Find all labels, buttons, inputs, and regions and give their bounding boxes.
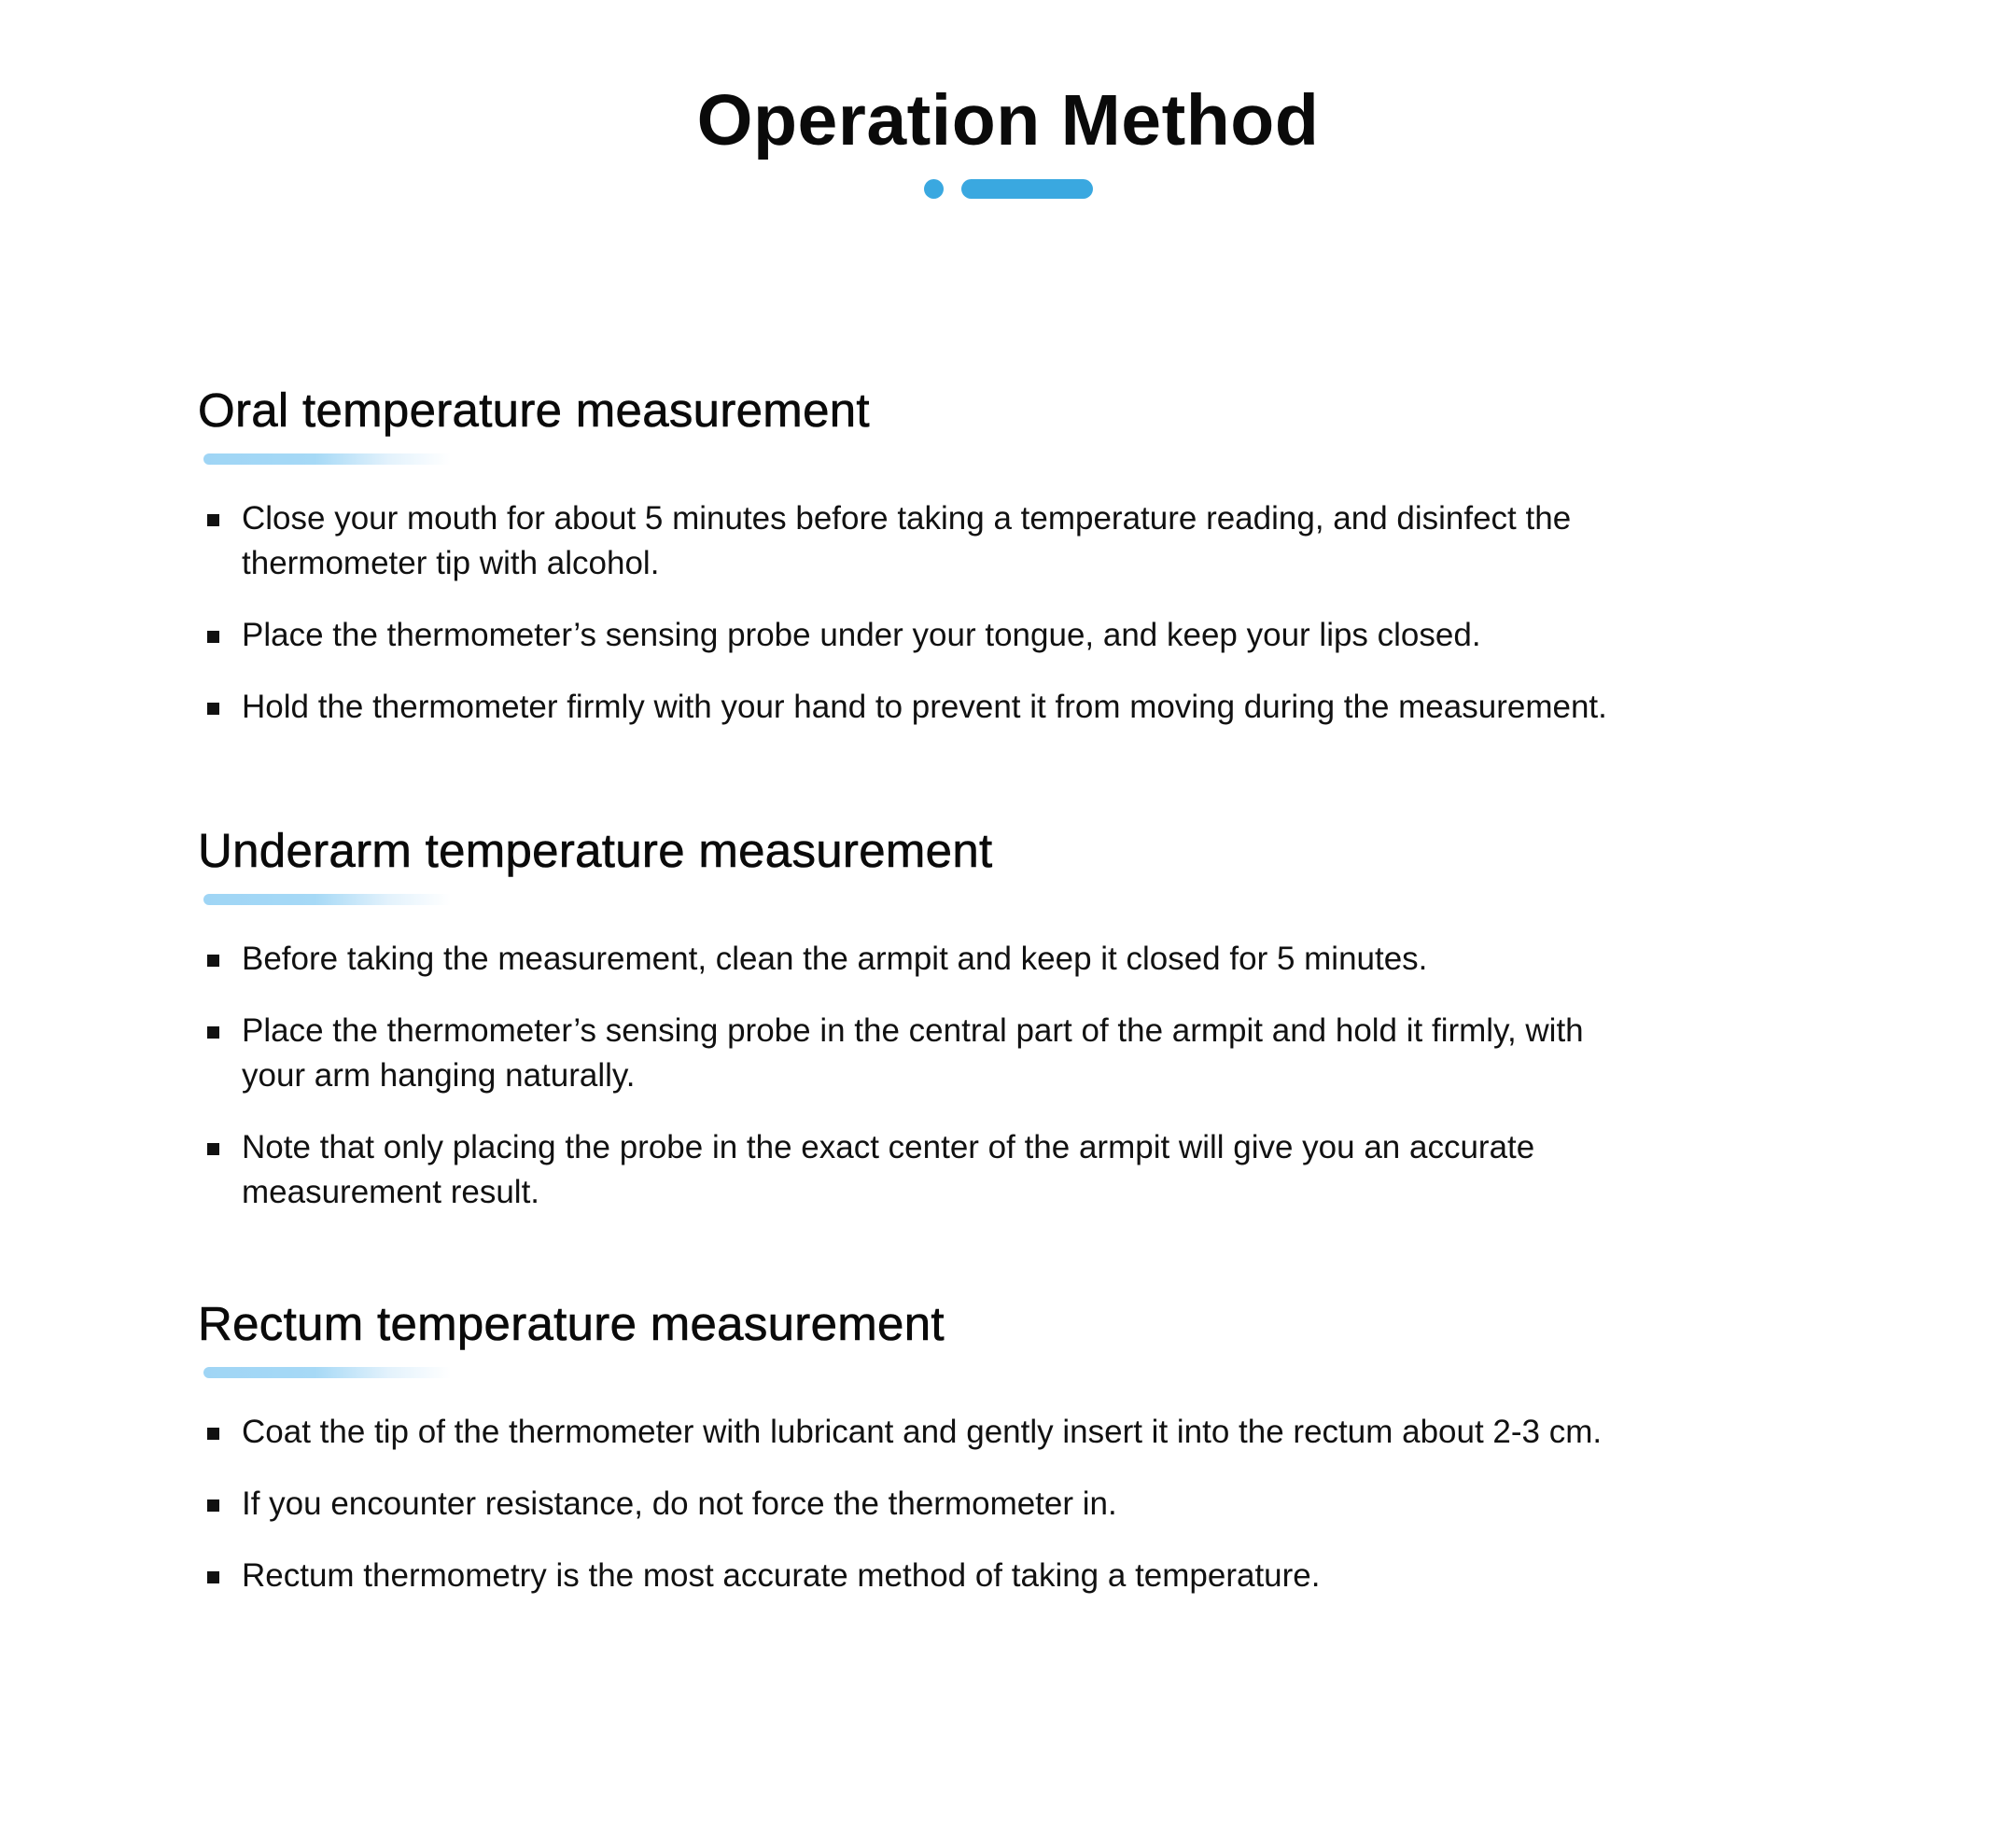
list-item: [198, 685, 1785, 730]
instruction-list: [198, 1410, 1785, 1598]
list-item-text: your arm hanging naturally.: [242, 1057, 636, 1094]
title-decoration-dot: [924, 179, 944, 199]
section-heading: Rectum temperature measurement: [198, 1297, 945, 1350]
list-item-text: thermometer tip with alcohol.: [242, 545, 660, 581]
section-oral-temperature: [198, 383, 1785, 730]
section-heading: Underarm temperature measurement: [198, 824, 993, 877]
list-item-text: If you encounter resistance, do not force the thermometer in.: [242, 1485, 1117, 1522]
section-heading: Oral temperature measurement: [198, 384, 870, 437]
list-item: [198, 496, 1785, 586]
square-bullet-icon: [207, 1026, 219, 1039]
heading-underline: [203, 1367, 451, 1378]
square-bullet-icon: [207, 1428, 219, 1440]
title-decoration-bar: [961, 179, 1093, 199]
instruction-list: [198, 496, 1785, 730]
square-bullet-icon: [207, 1571, 219, 1583]
title-decoration: [924, 179, 1093, 199]
list-item: [198, 1009, 1785, 1098]
list-item-text: Rectum thermometry is the most accurate method of taking a temperature.: [242, 1557, 1321, 1594]
section-rectum-temperature: [198, 1296, 1785, 1598]
list-item-text: Note that only placing the probe in the exact center of the armpit will give you an accurate: [242, 1129, 1535, 1165]
list-item-text: Close your mouth for about 5 minutes before taking a temperature reading, and disinfect the: [242, 500, 1572, 537]
list-item-text: Place the thermometer’s sensing probe in the central part of the armpit and hold it firmly, with: [242, 1012, 1584, 1049]
square-bullet-icon: [207, 1499, 219, 1512]
list-item-text: Hold the thermometer firmly with your hand to prevent it from moving during the measurement.: [242, 689, 1607, 725]
square-bullet-icon: [207, 1143, 219, 1155]
square-bullet-icon: [207, 514, 219, 526]
list-item: [198, 937, 1785, 982]
page-title: Operation Method: [696, 80, 1320, 160]
square-bullet-icon: [207, 955, 219, 967]
heading-underline: [203, 894, 451, 905]
list-item: [198, 1410, 1785, 1455]
list-item: [198, 613, 1785, 658]
list-item-text: measurement result.: [242, 1174, 540, 1210]
square-bullet-icon: [207, 703, 219, 715]
section-underarm-temperature: [198, 823, 1785, 1215]
list-item: [198, 1125, 1785, 1215]
list-item: [198, 1482, 1785, 1527]
list-item: [198, 1554, 1785, 1598]
list-item-text: Place the thermometer’s sensing probe under your tongue, and keep your lips closed.: [242, 617, 1481, 653]
list-item-text: Before taking the measurement, clean the armpit and keep it closed for 5 minutes.: [242, 941, 1428, 977]
square-bullet-icon: [207, 631, 219, 643]
list-item-text: Coat the tip of the thermometer with lubricant and gently insert it into the rectum about 2-3 cm.: [242, 1414, 1603, 1450]
heading-underline: [203, 453, 451, 465]
instruction-list: [198, 937, 1785, 1215]
